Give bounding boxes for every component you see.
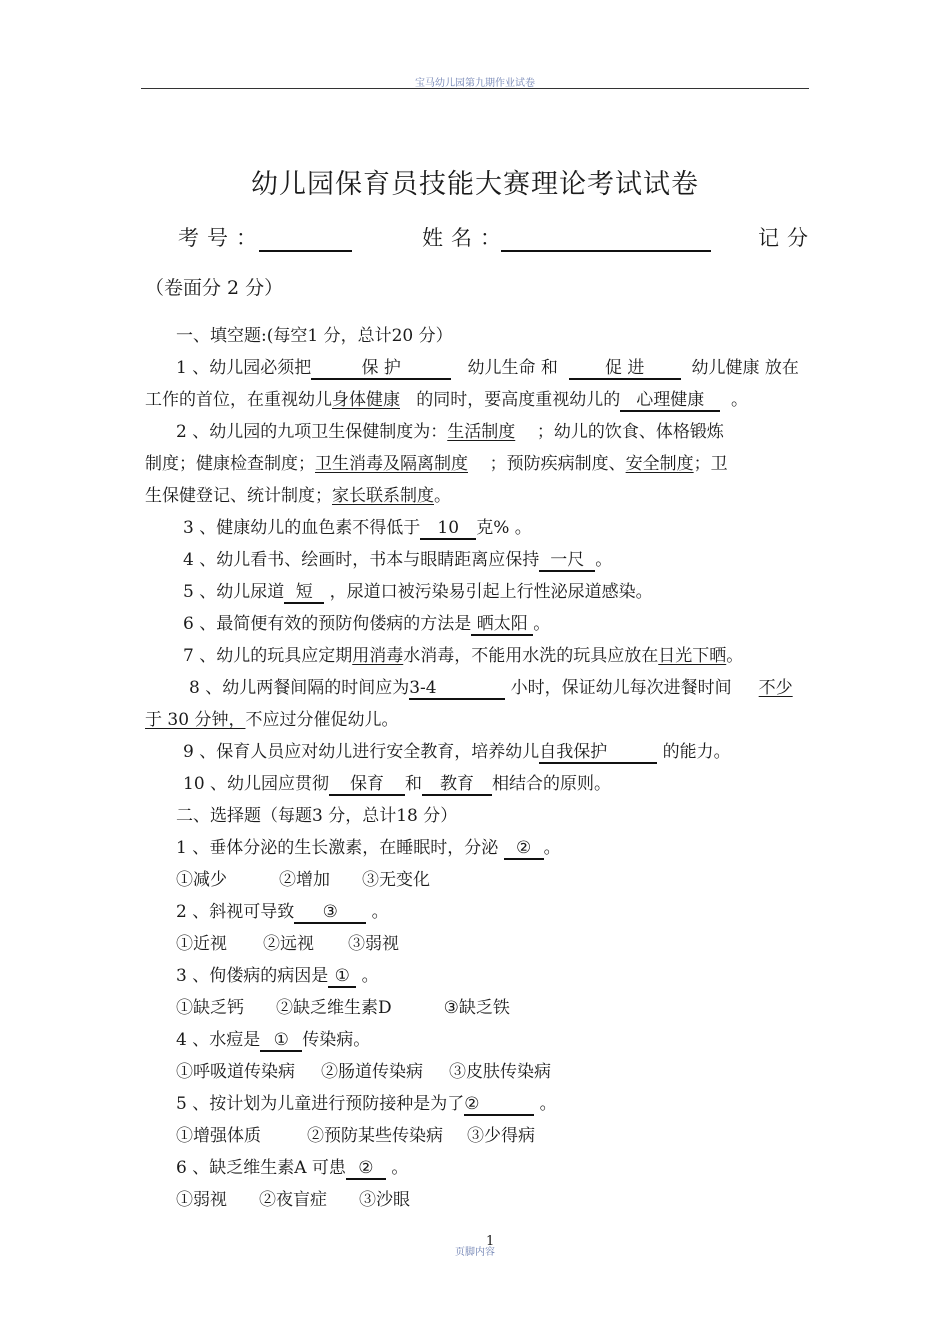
mc2-answer: ③ — [294, 903, 366, 924]
q2-answer-2: 卫生消毒及隔离制度 — [315, 454, 468, 474]
q10-answer-2: 教育 — [422, 775, 492, 796]
q1-answer-2: 促 进 — [569, 359, 681, 380]
mc1-options: ①减少 ②增加 ③无变化 — [176, 870, 430, 890]
paper-score: （卷面分 2 分） — [145, 277, 284, 299]
mc1-answer: ② — [504, 839, 544, 860]
q8-answer-2: 不少 — [758, 678, 793, 698]
q2-answer-4: 家长联系制度 — [332, 486, 434, 506]
q6-answer: 晒太阳 — [471, 615, 533, 636]
q8-answer-1: 3-4 — [409, 679, 505, 700]
mc5-options: ①增强体质 ②预防某些传染病 ③少得病 — [176, 1126, 535, 1146]
score-label: 记分 — [758, 226, 816, 250]
footer-text: 页脚内容 — [455, 1247, 495, 1258]
mc2-options: ①近视 ②远视 ③弱视 — [176, 934, 399, 954]
q5-line: 5 、幼儿尿道 短 ，尿道口被污染易引起上行性泌尿道感染。 — [183, 582, 653, 602]
name-field[interactable] — [501, 250, 711, 252]
q3-answer: 10 — [420, 519, 476, 540]
q2-answer-3: 安全制度 — [625, 454, 694, 474]
q2-line3: 生保健登记、统计制度；家长联系制度。 — [145, 486, 451, 506]
q8-line2: 于 30 分钟，不应过分催促幼儿。 — [145, 710, 399, 730]
mc5-stem: 5 、按计划为儿童进行预防接种是为了② 。 — [176, 1094, 557, 1114]
mc3-stem: 3 、佝偻病的病因是 ① 。 — [176, 966, 379, 986]
q8-answer-3: 于 30 分钟， — [145, 710, 246, 730]
mc1-stem: 1 、垂体分泌的生长激素，在睡眠时，分泌 ② 。 — [176, 838, 561, 858]
page-number: 1 — [486, 1234, 495, 1249]
q1-line2: 工作的首位，在重视幼儿身体健康 的同时，要高度重视幼儿的 心理健康 。 — [145, 390, 749, 410]
mc3-answer: ① — [328, 967, 356, 988]
mc4-options: ①呼吸道传染病 ②肠道传染病 ③皮肤传染病 — [176, 1062, 551, 1082]
q7-answer-2: 日光下晒 — [658, 646, 727, 666]
q5-answer: 短 — [284, 583, 324, 604]
q1-answer-4: 心理健康 — [620, 391, 720, 412]
q8-line1: 8 、幼儿两餐间隔的时间应为3-4 小时，保证幼儿每次进餐时间 不少 — [189, 678, 793, 698]
q3-line: 3 、健康幼儿的血色素不得低于 10 克% 。 — [183, 518, 532, 538]
q4-line: 4 、幼儿看书、绘画时，书本与眼睛距离应保持 一尺 。 — [183, 550, 613, 570]
mc6-options: ①弱视 ②夜盲症 ③沙眼 — [176, 1190, 410, 1210]
page-title: 幼儿园保育员技能大赛理论考试试卷 — [251, 169, 699, 200]
q2-line2: 制度；健康检查制度；卫生消毒及隔离制度 ；预防疾病制度、安全制度；卫 — [145, 454, 728, 474]
section1-heading: 一、填空题:(每空1 分，总计20 分） — [176, 326, 453, 346]
mc6-answer: ② — [346, 1159, 386, 1180]
q7-answer-1: 用消毒 — [352, 646, 404, 666]
name-label: 姓名： — [422, 226, 509, 250]
q1-answer-1: 保 护 — [311, 359, 451, 380]
mc6-stem: 6 、缺乏维生素A 可患 ② 。 — [176, 1158, 409, 1178]
exam-no-label: 考号： — [178, 226, 265, 250]
q9-line: 9 、保育人员应对幼儿进行安全教育，培养幼儿自我保护 的能力。 — [183, 742, 731, 762]
q6-line: 6 、最简便有效的预防佝偻病的方法是 晒太阳 。 — [183, 614, 551, 634]
mc4-answer: ① — [260, 1031, 302, 1052]
q10-answer-1: 保育 — [329, 775, 405, 796]
q2-line1: 2 、幼儿园的九项卫生保健制度为：生活制度 ；幼儿的饮食、体格锻炼 — [176, 422, 724, 442]
q4-answer: 一尺 — [539, 551, 595, 572]
q9-answer: 自我保护 — [539, 743, 657, 764]
q7-line: 7 、幼儿的玩具应定期用消毒水消毒，不能用水洗的玩具应放在日光下晒。 — [183, 646, 744, 666]
mc5-answer: ② — [464, 1095, 534, 1116]
section2-heading: 二、选择题（每题3 分，总计18 分） — [176, 806, 458, 826]
q1-line1: 1 、幼儿园必须把 保 护 幼儿生命 和 促 进 幼儿健康 放在 — [176, 358, 799, 378]
header-text: 宝马幼儿园第九期作业试卷 — [415, 78, 535, 89]
q2-answer-1: 生活制度 — [447, 422, 516, 442]
mc4-stem: 4 、水痘是 ① 传染病。 — [176, 1030, 371, 1050]
q10-line: 10 、幼儿园应贯彻 保育 和 教育 相结合的原则。 — [183, 774, 612, 794]
exam-no-field[interactable] — [259, 250, 352, 252]
mc2-stem: 2 、斜视可导致 ③ 。 — [176, 902, 389, 922]
q1-answer-3: 身体健康 — [332, 390, 400, 410]
mc3-options: ①缺乏钙 ②缺乏维生素D ③缺乏铁 — [176, 998, 510, 1018]
header-rule — [141, 88, 809, 89]
